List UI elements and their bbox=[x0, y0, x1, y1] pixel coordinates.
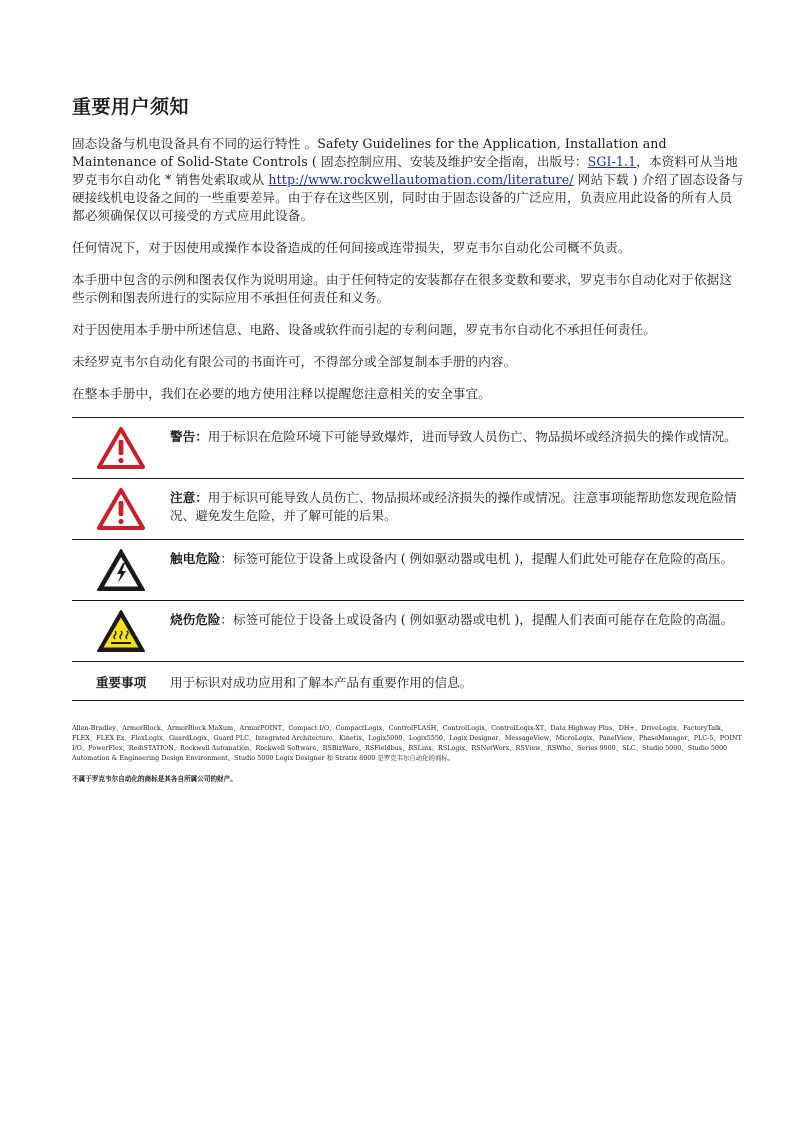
intro-text-1: 固态设备与机电设备具有不同的运行特性 。Safety Guidelines for the Application, Installation and Maintenance of Solid-State Controls ( 固态控制应用、安装及维护安全指南，出版号： bbox=[72, 136, 667, 169]
notice-text: 用于标识可能导致人员伤亡、物品损坏或经济损失的操作或情况。注意事项能帮助您发现危险情况、避免发生危险，并了解可能的后果。 bbox=[170, 490, 737, 523]
attention-triangle-icon bbox=[96, 487, 146, 531]
burn-hazard-icon bbox=[96, 609, 146, 653]
notice-row-attention bbox=[72, 479, 744, 540]
trademark-notice: Allen-Bradley、ArmorBlock、ArmorBlock MaXum、ArmorPOINT、Compact I/O、CompactLogix、ControlFLASH、ControlLogix、ControlLogix-XT、Data Highway Plus、DH+、DriveLogix、FactoryTalk、FLEX、FLEX Ex、FlexLogix、GuardLogix、Guard PLC、Integrated Architecture、Kinetix、Logix5000、Logix5550、Logix Designer、MessageView、MicroLogix、PanelView、PhaseManager、PLC-5、POINT I/O、PowerFlex、RediSTATION、Rockwell Automation、Rockwell Software、RSBizWare、RSFieldbus、RSLinx、RSLogix、RSNetWorx、RSView、RSWho、Series 9000、SLC、Studio 5000、Studio 5000 Automation & Engineering Design Environment、Studio 5000 Logix Designer 和 Stratix 8000 是罗克韦尔自动化的商标。 bbox=[72, 724, 742, 762]
important-label: 重要事项 bbox=[72, 662, 170, 701]
ownership-notice: 不属于罗克韦尔自动化的商标是其各自所属公司的财产。 bbox=[72, 775, 237, 783]
examples-paragraph: 本手册中包含的示例和图表仅作为说明用途。由于任何特定的安装都存在很多变数和要求，罗克韦尔自动化对于依据这些示例和图表所进行的实际应用不承担任何责任和义务。 bbox=[72, 272, 733, 305]
warning-triangle-icon bbox=[96, 426, 146, 470]
safety-notices-table bbox=[72, 417, 744, 701]
notice-row-shock-hazard bbox=[72, 540, 744, 601]
notice-label: 注意： bbox=[170, 490, 208, 505]
intro-text-2: ，本资料可从当地罗克韦尔自动化 * 销售处索取或从 bbox=[72, 154, 738, 187]
important-text: 用于标识对成功应用和了解本产品有重要作用的信息。 bbox=[170, 662, 744, 701]
copyright-paragraph: 未经罗克韦尔自动化有限公司的书面许可，不得部分或全部复制本手册的内容。 bbox=[72, 354, 517, 369]
shock-hazard-icon bbox=[96, 548, 146, 592]
notice-row-burn-hazard bbox=[72, 601, 744, 662]
notice-text: 用于标识在危险环境下可能导致爆炸，进而导致人员伤亡、物品损坏或经济损失的操作或情况。 bbox=[207, 429, 737, 444]
notice-row-warning bbox=[72, 418, 744, 479]
intro-text-3: 网站下载 ) 介绍了固态设备与硬接线机电设备之间的一些重要差异。由于存在这些区别，同时由于固态设备的广泛应用，负责应用此设备的所有人员都必须确保仅以可接受的方式应用此设备。 bbox=[72, 172, 744, 223]
document-page bbox=[72, 92, 744, 783]
patent-paragraph: 对于因使用本手册中所述信息、电路、设备或软件而引起的专利问题，罗克韦尔自动化不承担任何责任。 bbox=[72, 322, 656, 337]
page-title: 重要用户须知 bbox=[72, 96, 190, 118]
literature-link[interactable]: http://www.rockwellautomation.com/literature/ bbox=[268, 172, 574, 187]
notice-text: ：标签可能位于设备上或设备内 ( 例如驱动器或电机 )，提醒人们表面可能存在危险的高温。 bbox=[220, 612, 734, 627]
notice-row-important bbox=[72, 662, 744, 701]
sgi-link[interactable]: SGI-1.1 bbox=[587, 154, 637, 169]
notice-label: 触电危险 bbox=[170, 551, 221, 566]
notice-label: 警告： bbox=[170, 429, 208, 444]
notes-paragraph: 在整本手册中，我们在必要的地方使用注释以提醒您注意相关的安全事宜。 bbox=[72, 386, 491, 401]
notice-label: 烧伤危险 bbox=[170, 612, 221, 627]
liability-paragraph: 任何情况下，对于因使用或操作本设备造成的任何间接或连带损失，罗克韦尔自动化公司概不负责。 bbox=[72, 240, 631, 255]
intro-paragraph bbox=[72, 135, 744, 225]
notice-text: ：标签可能位于设备上或设备内 ( 例如驱动器或电机 )，提醒人们此处可能存在危险的高压。 bbox=[220, 551, 734, 566]
